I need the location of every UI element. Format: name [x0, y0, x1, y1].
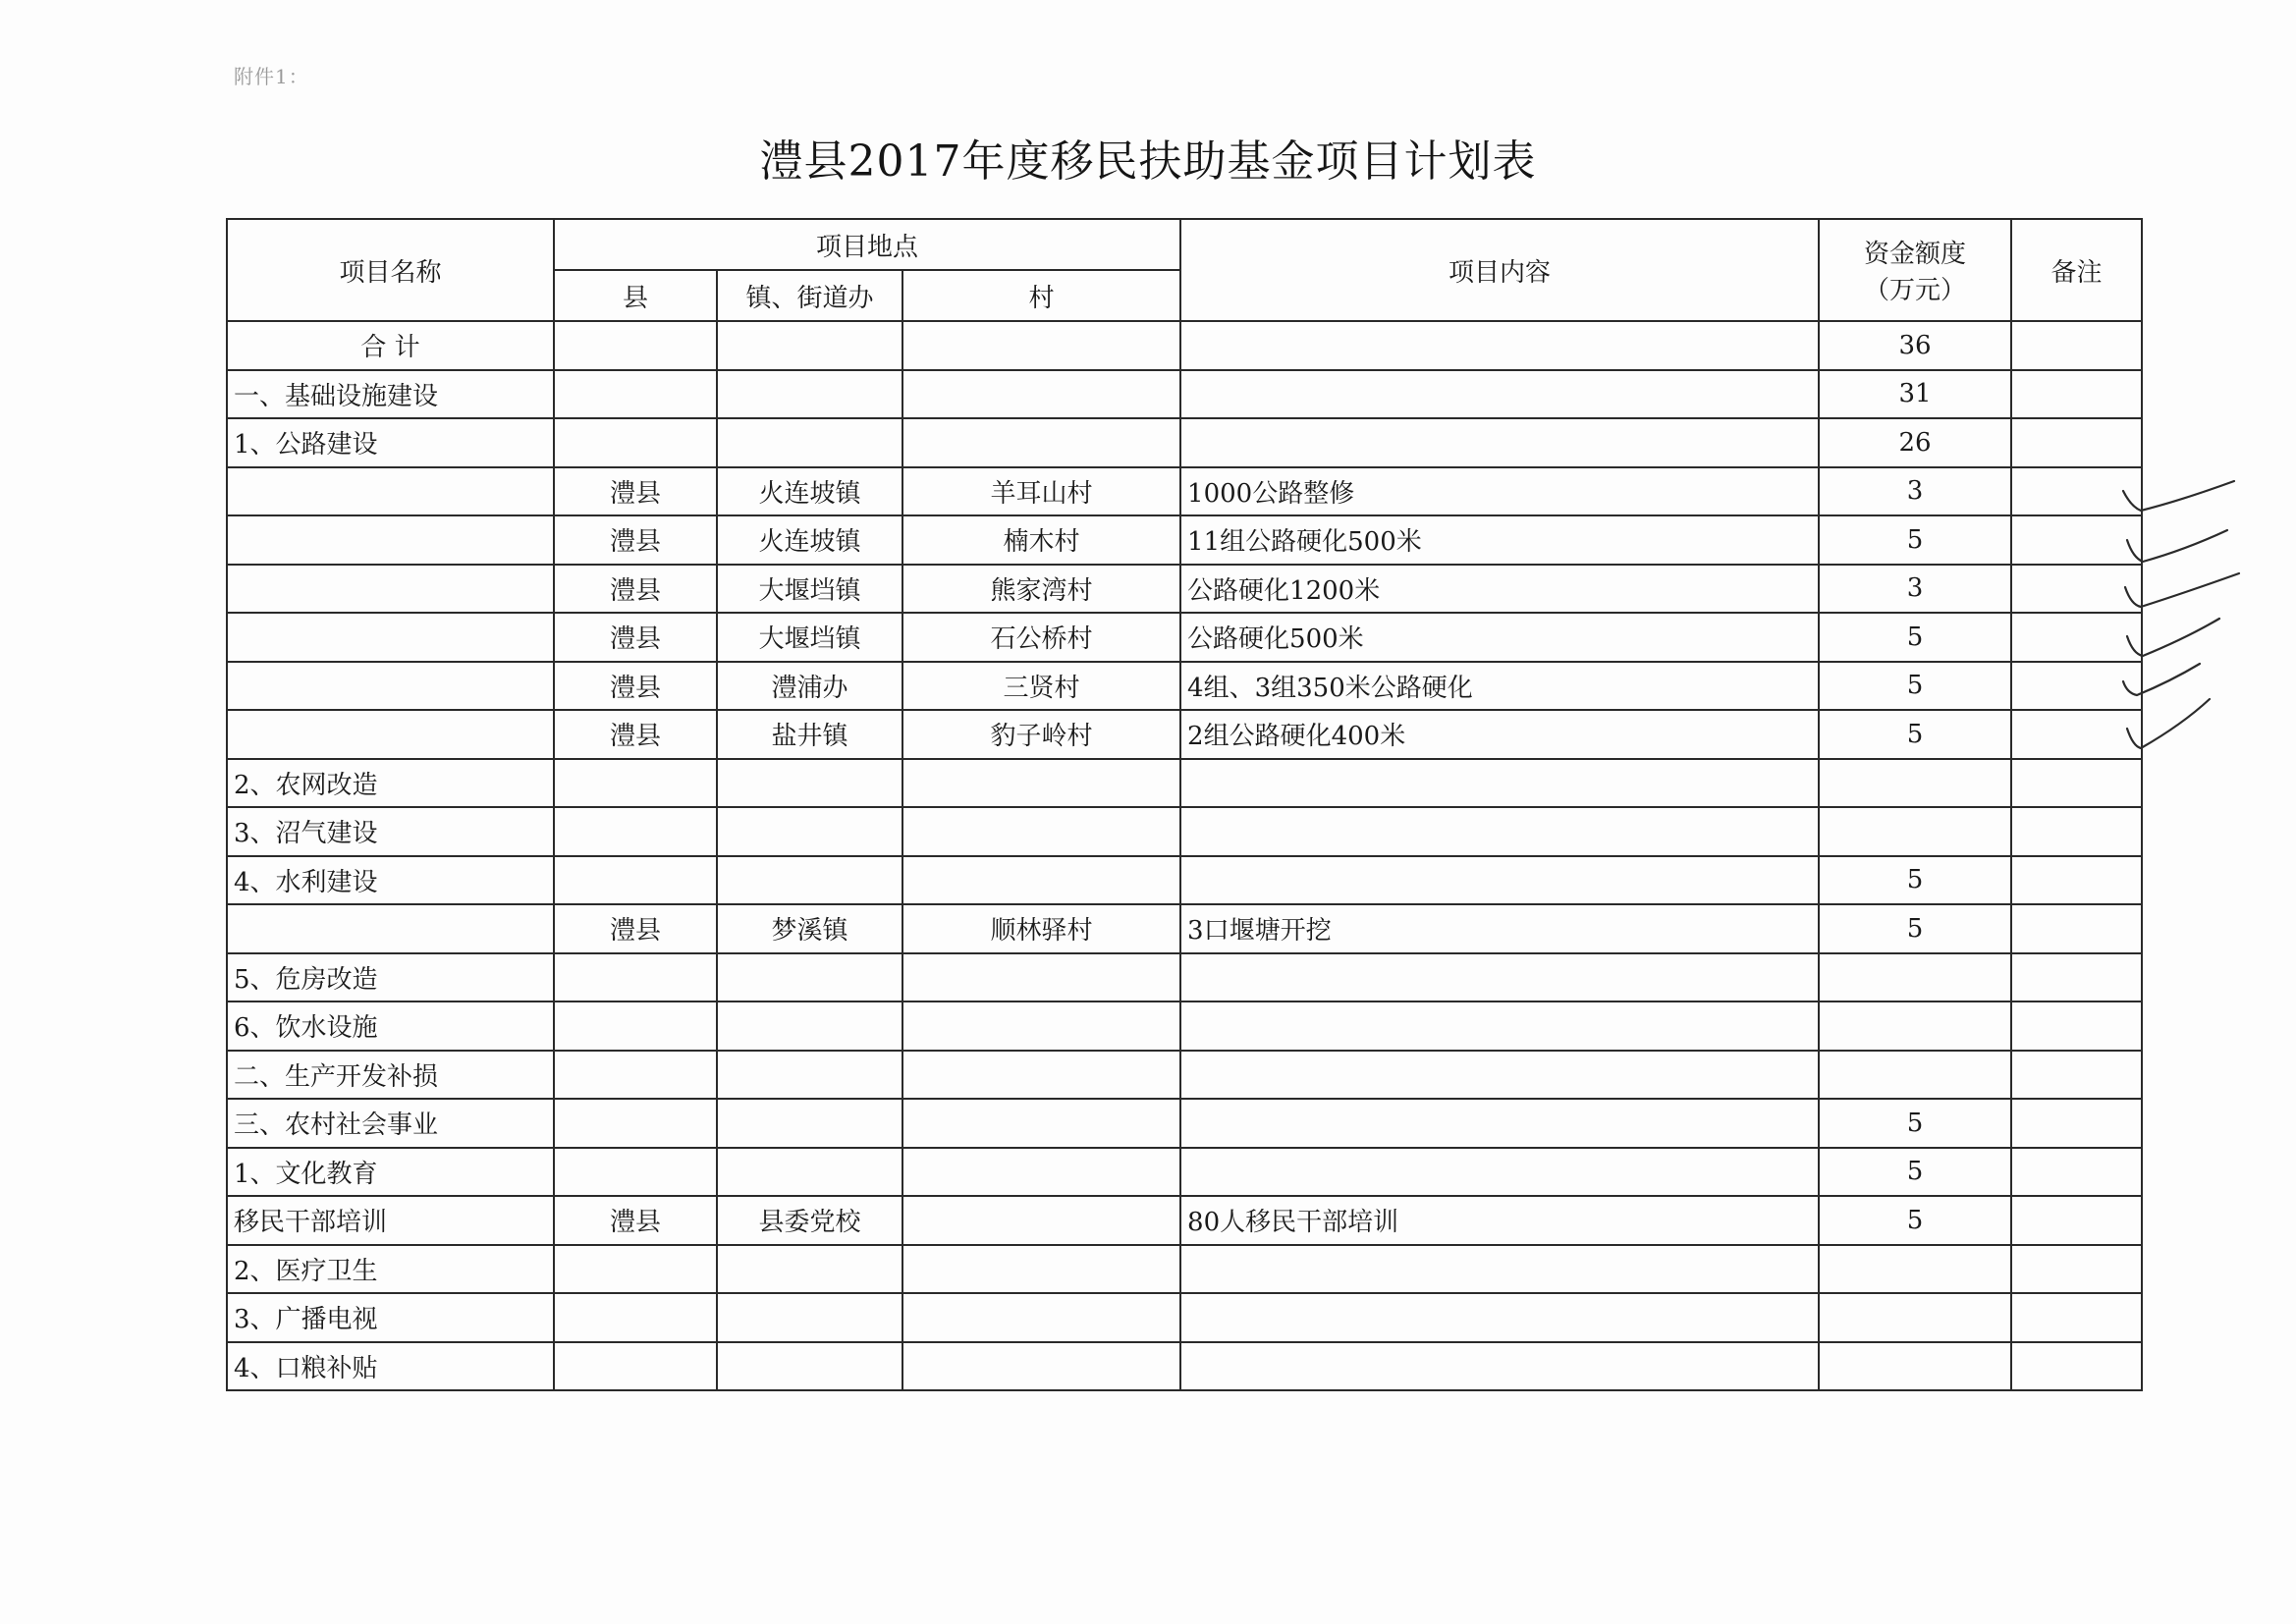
- row-county: [554, 759, 717, 808]
- row-town: 梦溪镇: [717, 904, 902, 953]
- table-row: [227, 1148, 2142, 1197]
- row-remark: [2011, 1196, 2142, 1245]
- row-content: [1180, 1245, 1819, 1294]
- table-row: [227, 856, 2142, 905]
- row-remark: [2011, 1342, 2142, 1391]
- row-remark: [2011, 370, 2142, 419]
- row-amount: 5: [1819, 662, 2011, 711]
- row-town: [717, 1293, 902, 1342]
- row-village: [902, 321, 1180, 370]
- row-village: [902, 1245, 1180, 1294]
- table-row: [227, 370, 2142, 419]
- row-amount: 3: [1819, 565, 2011, 614]
- plan-table: [226, 218, 2143, 1391]
- row-village: [902, 759, 1180, 808]
- handwritten-check-marks: [2102, 471, 2249, 776]
- row-amount: 5: [1819, 1148, 2011, 1197]
- table-row: [227, 759, 2142, 808]
- row-project-name: 三、农村社会事业: [227, 1099, 554, 1148]
- row-remark: [2011, 1051, 2142, 1100]
- table-row: [227, 1051, 2142, 1100]
- row-village: 石公桥村: [902, 613, 1180, 662]
- table-row: [227, 1293, 2142, 1342]
- check-mark-3: [2125, 573, 2239, 607]
- row-project-name: 5、危房改造: [227, 953, 554, 1002]
- row-county: 澧县: [554, 613, 717, 662]
- row-county: 澧县: [554, 515, 717, 565]
- check-mark-2: [2127, 530, 2227, 562]
- row-county: 澧县: [554, 565, 717, 614]
- row-town: [717, 1051, 902, 1100]
- row-amount: 26: [1819, 418, 2011, 467]
- header-location: 项目地点: [554, 219, 1180, 270]
- check-mark-1: [2123, 481, 2234, 511]
- row-content: [1180, 321, 1819, 370]
- row-amount: 31: [1819, 370, 2011, 419]
- row-project-name: 6、饮水设施: [227, 1001, 554, 1051]
- row-content: [1180, 1001, 1819, 1051]
- table-row: [227, 613, 2142, 662]
- row-project-name: [227, 565, 554, 614]
- row-town: [717, 759, 902, 808]
- row-amount: [1819, 759, 2011, 808]
- table-row: [227, 515, 2142, 565]
- row-content: [1180, 1342, 1819, 1391]
- row-county: [554, 807, 717, 856]
- row-amount: 5: [1819, 613, 2011, 662]
- row-county: [554, 370, 717, 419]
- header-content: 项目内容: [1180, 219, 1819, 321]
- row-county: [554, 321, 717, 370]
- row-town: [717, 321, 902, 370]
- table-row: [227, 904, 2142, 953]
- row-amount: 5: [1819, 904, 2011, 953]
- row-county: [554, 1342, 717, 1391]
- row-project-name: 2、农网改造: [227, 759, 554, 808]
- row-project-name: 3、广播电视: [227, 1293, 554, 1342]
- table-row: [227, 1001, 2142, 1051]
- table-row: [227, 467, 2142, 516]
- row-village: [902, 1001, 1180, 1051]
- row-content: 11组公路硬化500米: [1180, 515, 1819, 565]
- header-amount-line2: （万元）: [1864, 276, 1967, 305]
- row-town: [717, 1245, 902, 1294]
- row-amount: [1819, 1342, 2011, 1391]
- check-mark-5: [2123, 664, 2200, 695]
- header-town: 镇、街道办: [717, 270, 902, 321]
- header-amount-line1: 资金额度: [1864, 240, 1967, 269]
- row-county: 澧县: [554, 1196, 717, 1245]
- row-village: 楠木村: [902, 515, 1180, 565]
- row-remark: [2011, 1293, 2142, 1342]
- row-county: [554, 953, 717, 1002]
- row-remark: [2011, 1245, 2142, 1294]
- row-village: 顺林驿村: [902, 904, 1180, 953]
- row-county: 澧县: [554, 662, 717, 711]
- row-amount: 5: [1819, 1099, 2011, 1148]
- row-town: 县委党校: [717, 1196, 902, 1245]
- check-mark-4: [2127, 619, 2219, 656]
- row-content: 公路硬化500米: [1180, 613, 1819, 662]
- row-county: [554, 1293, 717, 1342]
- table-row: [227, 662, 2142, 711]
- row-remark: [2011, 856, 2142, 905]
- row-amount: 36: [1819, 321, 2011, 370]
- row-content: 1000公路整修: [1180, 467, 1819, 516]
- row-village: [902, 418, 1180, 467]
- row-county: 澧县: [554, 904, 717, 953]
- row-project-name: 4、水利建设: [227, 856, 554, 905]
- row-content: [1180, 418, 1819, 467]
- header-amount: [1819, 219, 2011, 321]
- row-content: 4组、3组350米公路硬化: [1180, 662, 1819, 711]
- row-town: 盐井镇: [717, 710, 902, 759]
- row-content: 80人移民干部培训: [1180, 1196, 1819, 1245]
- row-project-name: 一、基础设施建设: [227, 370, 554, 419]
- row-project-name: 1、公路建设: [227, 418, 554, 467]
- row-town: 澧浦办: [717, 662, 902, 711]
- row-town: [717, 418, 902, 467]
- row-county: 澧县: [554, 710, 717, 759]
- row-town: [717, 1148, 902, 1197]
- row-village: 豹子岭村: [902, 710, 1180, 759]
- row-remark: [2011, 321, 2142, 370]
- row-remark: [2011, 1001, 2142, 1051]
- row-amount: 5: [1819, 1196, 2011, 1245]
- row-village: [902, 1051, 1180, 1100]
- row-project-name: 4、口粮补贴: [227, 1342, 554, 1391]
- row-remark: [2011, 807, 2142, 856]
- table-row: [227, 565, 2142, 614]
- row-county: [554, 856, 717, 905]
- row-village: [902, 1099, 1180, 1148]
- row-remark: [2011, 904, 2142, 953]
- row-town: 火连坡镇: [717, 467, 902, 516]
- row-content: [1180, 807, 1819, 856]
- row-village: 熊家湾村: [902, 565, 1180, 614]
- row-county: [554, 418, 717, 467]
- row-remark: [2011, 1148, 2142, 1197]
- row-amount: [1819, 953, 2011, 1002]
- row-village: [902, 1342, 1180, 1391]
- row-content: [1180, 856, 1819, 905]
- annex-label: 附件1：: [234, 65, 309, 88]
- row-county: [554, 1099, 717, 1148]
- row-amount: [1819, 1051, 2011, 1100]
- header-village: 村: [902, 270, 1180, 321]
- row-county: [554, 1245, 717, 1294]
- row-county: 澧县: [554, 467, 717, 516]
- plan-table-body: [227, 321, 2142, 1390]
- row-content: [1180, 759, 1819, 808]
- row-project-name: [227, 904, 554, 953]
- row-village: [902, 1293, 1180, 1342]
- row-remark: [2011, 418, 2142, 467]
- row-town: [717, 807, 902, 856]
- table-row: [227, 1245, 2142, 1294]
- row-project-name: 3、沼气建设: [227, 807, 554, 856]
- table-row: [227, 807, 2142, 856]
- row-amount: [1819, 1293, 2011, 1342]
- row-town: [717, 1342, 902, 1391]
- row-county: [554, 1001, 717, 1051]
- header-county: 县: [554, 270, 717, 321]
- header-project-name: 项目名称: [227, 219, 554, 321]
- row-village: 三贤村: [902, 662, 1180, 711]
- row-town: 大堰垱镇: [717, 613, 902, 662]
- row-amount: 3: [1819, 467, 2011, 516]
- row-county: [554, 1051, 717, 1100]
- table-row: [227, 1196, 2142, 1245]
- page-title: 澧县2017年度移民扶助基金项目计划表: [759, 136, 1537, 187]
- table-row: [227, 953, 2142, 1002]
- row-project-name: 1、文化教育: [227, 1148, 554, 1197]
- row-amount: [1819, 1001, 2011, 1051]
- table-row: [227, 1099, 2142, 1148]
- row-village: [902, 1148, 1180, 1197]
- row-content: [1180, 1051, 1819, 1100]
- header-remark: 备注: [2011, 219, 2142, 321]
- row-project-name: [227, 467, 554, 516]
- row-town: 火连坡镇: [717, 515, 902, 565]
- row-project-name: [227, 613, 554, 662]
- row-town: [717, 370, 902, 419]
- row-county: [554, 1148, 717, 1197]
- row-content: [1180, 1099, 1819, 1148]
- table-row: [227, 418, 2142, 467]
- row-content: 3口堰塘开挖: [1180, 904, 1819, 953]
- row-village: [902, 953, 1180, 1002]
- row-amount: 5: [1819, 856, 2011, 905]
- row-town: [717, 856, 902, 905]
- row-town: [717, 953, 902, 1002]
- table-row: [227, 710, 2142, 759]
- row-amount: [1819, 807, 2011, 856]
- row-project-name: 2、医疗卫生: [227, 1245, 554, 1294]
- table-row: [227, 321, 2142, 370]
- row-project-name: [227, 710, 554, 759]
- row-amount: 5: [1819, 710, 2011, 759]
- row-project-name: 二、生产开发补损: [227, 1051, 554, 1100]
- row-village: [902, 370, 1180, 419]
- row-amount: [1819, 1245, 2011, 1294]
- row-town: [717, 1099, 902, 1148]
- row-remark: [2011, 953, 2142, 1002]
- row-content: [1180, 1293, 1819, 1342]
- table-row: [227, 1342, 2142, 1391]
- row-remark: [2011, 1099, 2142, 1148]
- row-town: [717, 1001, 902, 1051]
- row-content: [1180, 370, 1819, 419]
- row-project-name: [227, 662, 554, 711]
- row-content: 公路硬化1200米: [1180, 565, 1819, 614]
- row-village: [902, 1196, 1180, 1245]
- row-content: 2组公路硬化400米: [1180, 710, 1819, 759]
- row-project-name: [227, 515, 554, 565]
- check-mark-6: [2127, 699, 2210, 748]
- row-project-name: 合 计: [227, 321, 554, 370]
- row-content: [1180, 1148, 1819, 1197]
- row-content: [1180, 953, 1819, 1002]
- row-amount: 5: [1819, 515, 2011, 565]
- row-town: 大堰垱镇: [717, 565, 902, 614]
- row-village: [902, 807, 1180, 856]
- row-project-name: 移民干部培训: [227, 1196, 554, 1245]
- row-village: 羊耳山村: [902, 467, 1180, 516]
- row-village: [902, 856, 1180, 905]
